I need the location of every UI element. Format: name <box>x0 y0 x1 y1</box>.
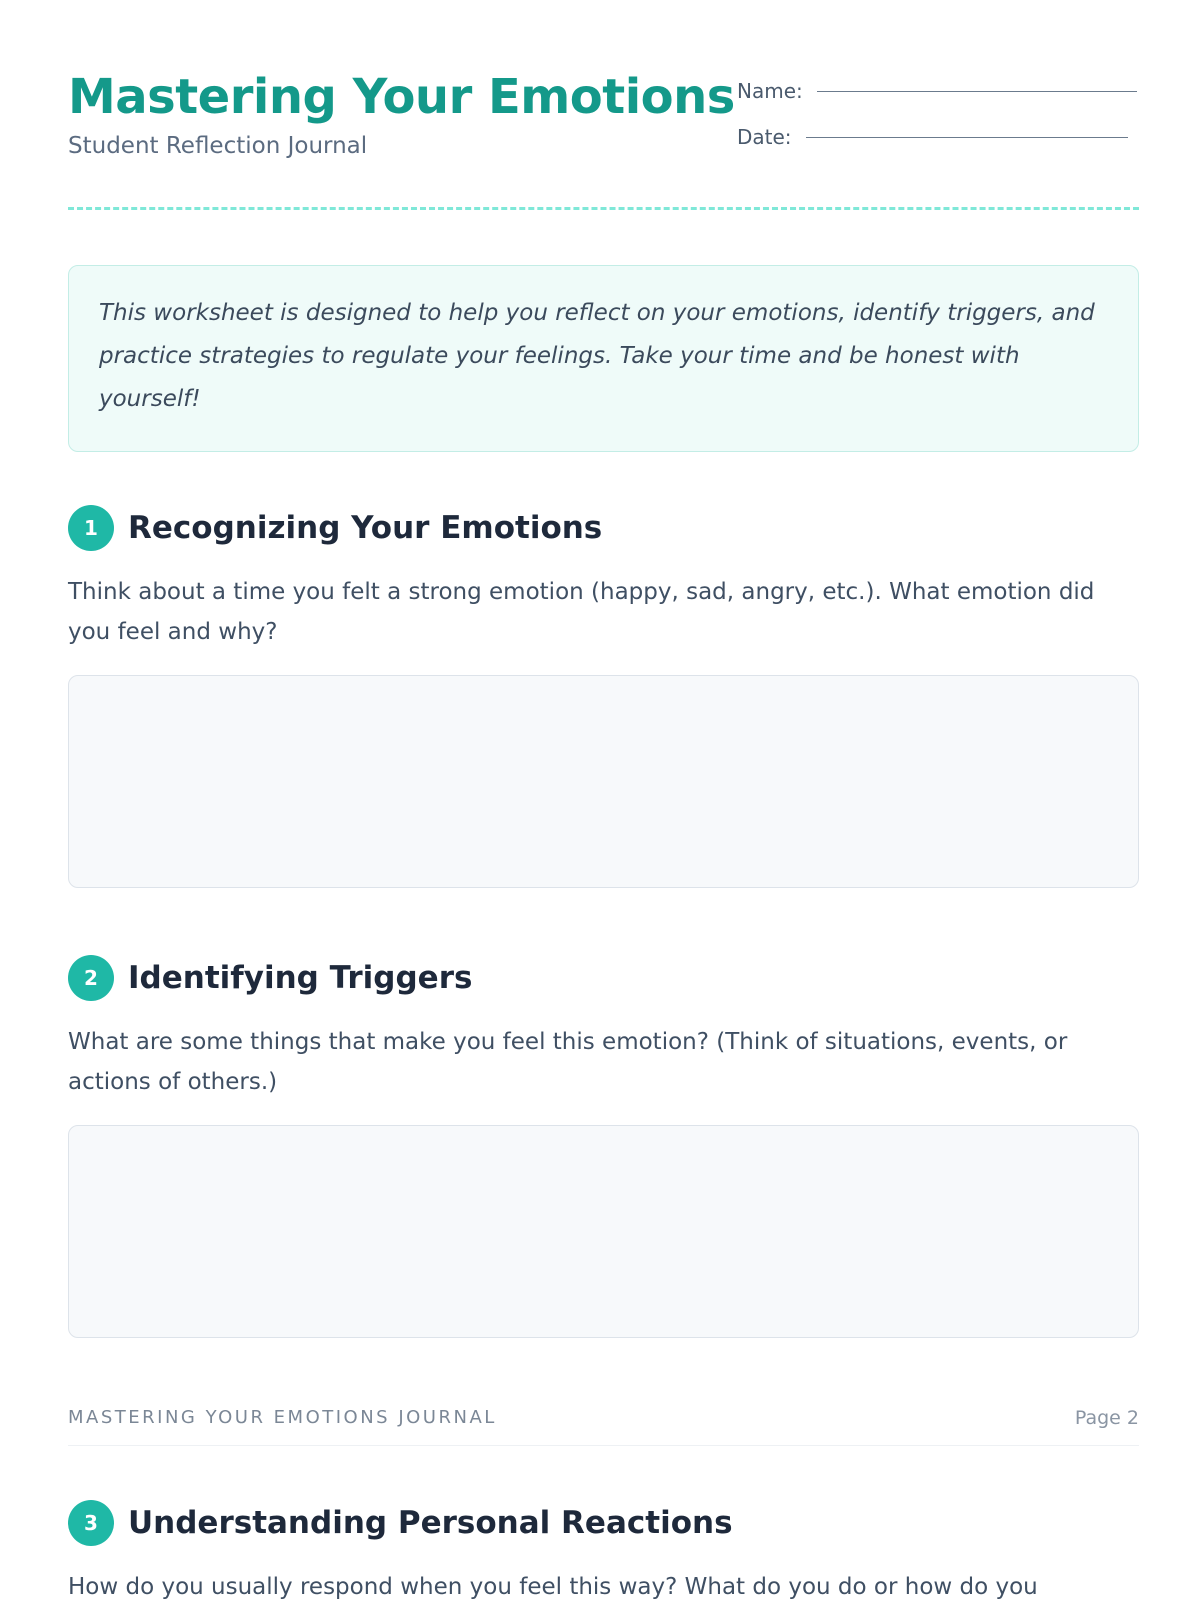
page-title: Mastering Your Emotions <box>68 69 735 125</box>
name-label: Name: <box>737 79 803 103</box>
section-1-prompt: Think about a time you felt a strong emotion (happy, sad, angry, etc.). What emotion did you feel and why? <box>68 579 1095 645</box>
section-1-answer-box[interactable] <box>68 675 1139 888</box>
date-label: Date: <box>737 125 792 149</box>
section-2-heading <box>68 955 472 1001</box>
page-footer <box>68 1402 1139 1446</box>
section-number-badge: 2 <box>68 955 114 1001</box>
section-title: Understanding Personal Reactions <box>128 1505 733 1541</box>
date-field[interactable] <box>806 137 1128 138</box>
section-number-badge: 3 <box>68 1500 114 1546</box>
intro-text: This worksheet is designed to help you reflect on your emotions, identify triggers, and practice strategies to regulate your feelings. Take your time and be honest with yourself! <box>99 300 1095 412</box>
worksheet-header <box>68 62 1139 172</box>
name-field-row <box>737 78 1137 104</box>
name-field[interactable] <box>817 91 1137 92</box>
intro-box <box>68 265 1139 452</box>
date-field-row <box>737 124 1128 150</box>
page-subtitle: Student Reflection Journal <box>68 133 368 159</box>
section-title: Recognizing Your Emotions <box>128 510 603 546</box>
footer-journal-label: MASTERING YOUR EMOTIONS JOURNAL <box>68 1407 497 1428</box>
section-3-heading <box>68 1500 733 1546</box>
footer-page-number: Page 2 <box>1074 1407 1139 1429</box>
section-2-answer-box[interactable] <box>68 1125 1139 1338</box>
section-number-badge: 1 <box>68 505 114 551</box>
section-title: Identifying Triggers <box>128 960 473 996</box>
section-1-heading <box>68 505 602 551</box>
section-2-prompt: What are some things that make you feel this emotion? (Think of situations, events, or actions of others.) <box>68 1029 1068 1095</box>
header-divider <box>68 207 1139 210</box>
section-3-prompt: How do you usually respond when you feel this way? What do you do or how do you <box>68 1574 1038 1600</box>
